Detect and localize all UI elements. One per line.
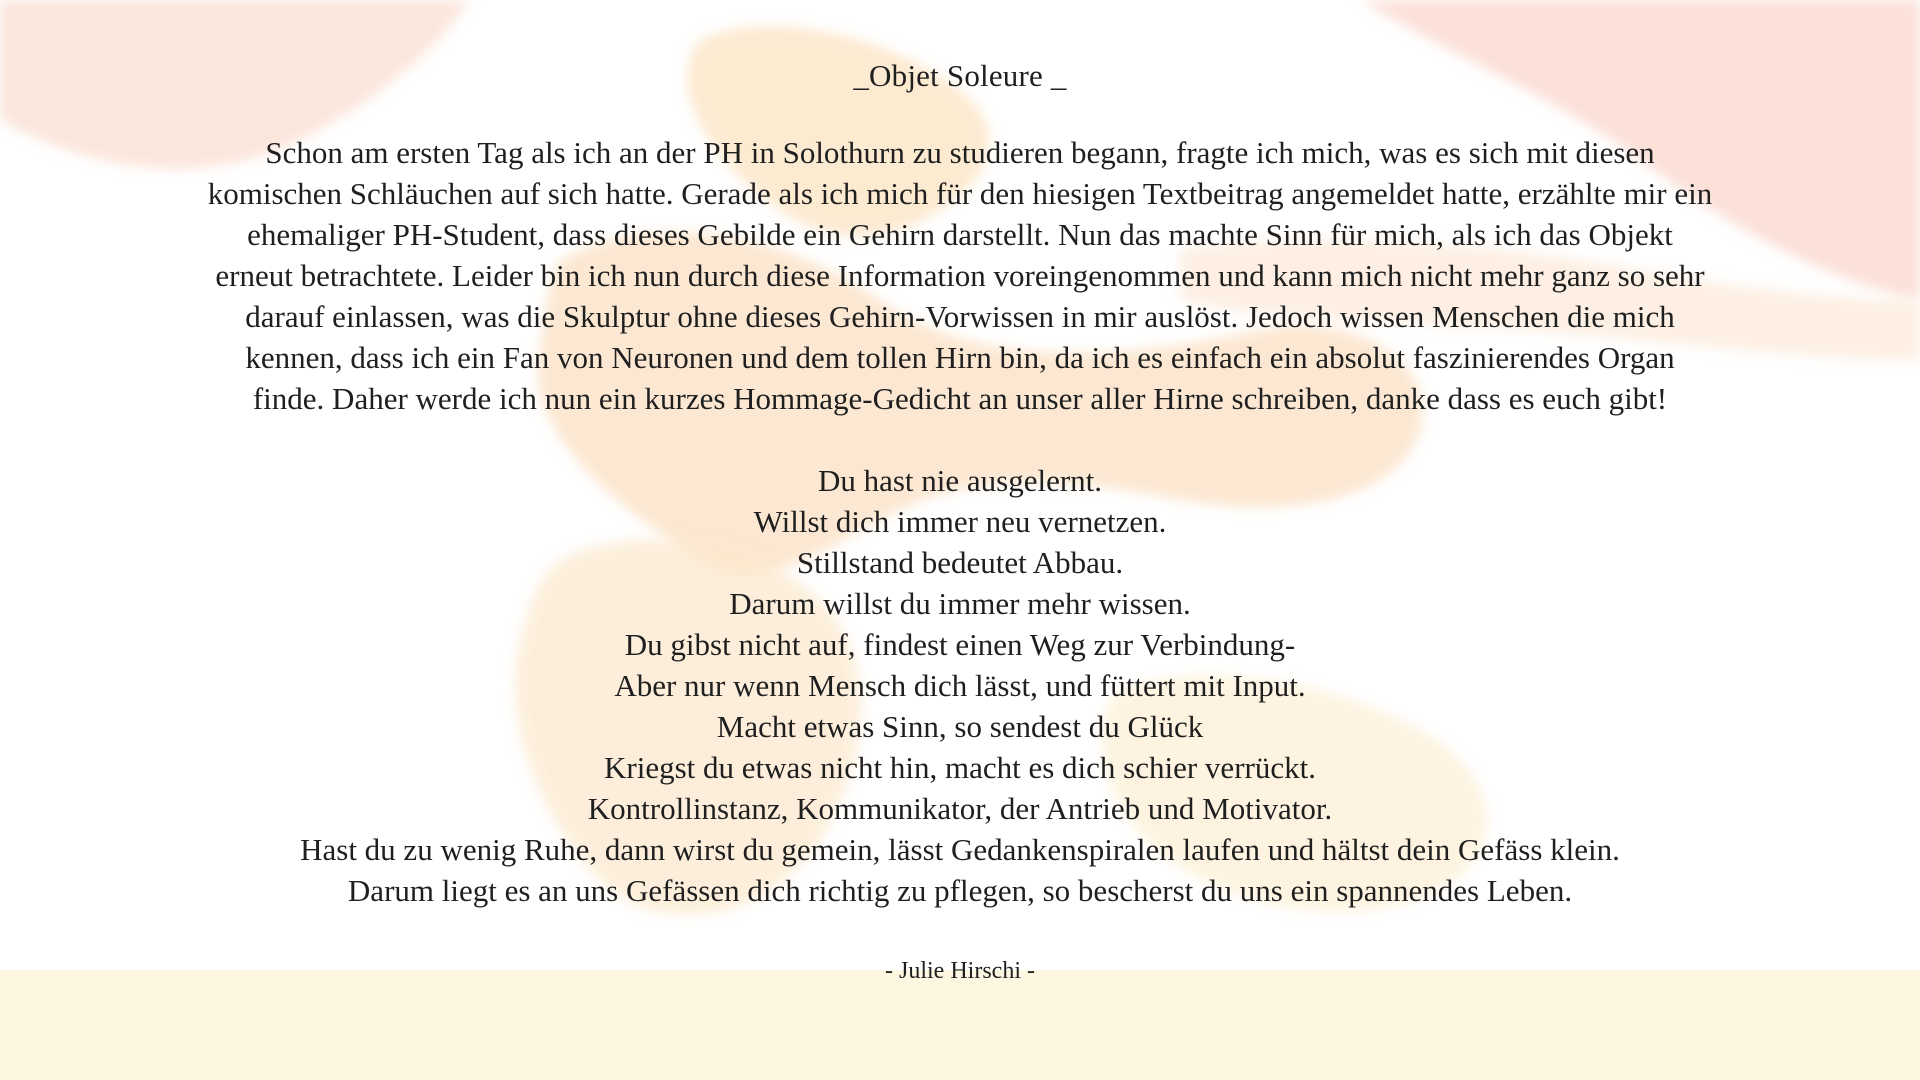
intro-line: komischen Schläuchen auf sich hatte. Gerade als ich mich für den hiesigen Textbeitrag angemeldet hatte, erzählte mir ein	[207, 176, 1713, 211]
poem-line: Stillstand bedeutet Abbau.	[796, 545, 1124, 580]
intro-line: finde. Daher werde ich nun ein kurzes Hommage-Gedicht an unser aller Hirne schreiben, danke dass es euch gibt!	[252, 381, 1668, 416]
poem-line: Kriegst du etwas nicht hin, macht es dich schier verrückt.	[604, 750, 1316, 785]
document-content	[100, 52, 1820, 987]
intro-line: erneut betrachtete. Leider bin ich nun durch diese Information voreingenommen und kann mich nicht mehr ganz so sehr	[215, 258, 1705, 293]
intro-line: darauf einlassen, was die Skulptur ohne dieses Gehirn-Vorwissen in mir auslöst. Jedoch wissen Menschen die mich	[245, 299, 1675, 334]
poem	[100, 460, 1820, 911]
poem-line: Darum liegt es an uns Gefässen dich richtig zu pflegen, so bescherst du uns ein spannendes Leben.	[347, 873, 1573, 908]
poem-line: Willst dich immer neu vernetzen.	[753, 504, 1167, 539]
intro-line: kennen, dass ich ein Fan von Neuronen und dem tollen Hirn bin, da ich es einfach ein absolut faszinierendes Organ	[245, 340, 1675, 375]
intro-line: ehemaliger PH-Student, dass dieses Gebilde ein Gehirn darstellt. Nun das machte Sinn für mich, als ich das Objekt	[247, 217, 1673, 252]
document-title: _Objet Soleure _	[853, 58, 1067, 93]
poem-line: Macht etwas Sinn, so sendest du Glück	[716, 709, 1204, 744]
author-signature: - Julie Hirschi -	[885, 958, 1035, 984]
intro-paragraph	[100, 132, 1820, 419]
poem-line: Aber nur wenn Mensch dich lässt, und füttert mit Input.	[614, 668, 1306, 703]
poem-line: Darum willst du immer mehr wissen.	[729, 586, 1191, 621]
intro-line: Schon am ersten Tag als ich an der PH in Solothurn zu studieren begann, fragte ich mich, was es sich mit diesen	[265, 135, 1655, 170]
poem-line: Hast du zu wenig Ruhe, dann wirst du gemein, lässt Gedankenspiralen laufen und hältst dein Gefäss klein.	[300, 832, 1620, 867]
poem-line: Du gibst nicht auf, findest einen Weg zur Verbindung-	[624, 627, 1296, 662]
poem-line: Kontrollinstanz, Kommunikator, der Antrieb und Motivator.	[587, 791, 1333, 826]
poem-line: Du hast nie ausgelernt.	[817, 463, 1103, 498]
